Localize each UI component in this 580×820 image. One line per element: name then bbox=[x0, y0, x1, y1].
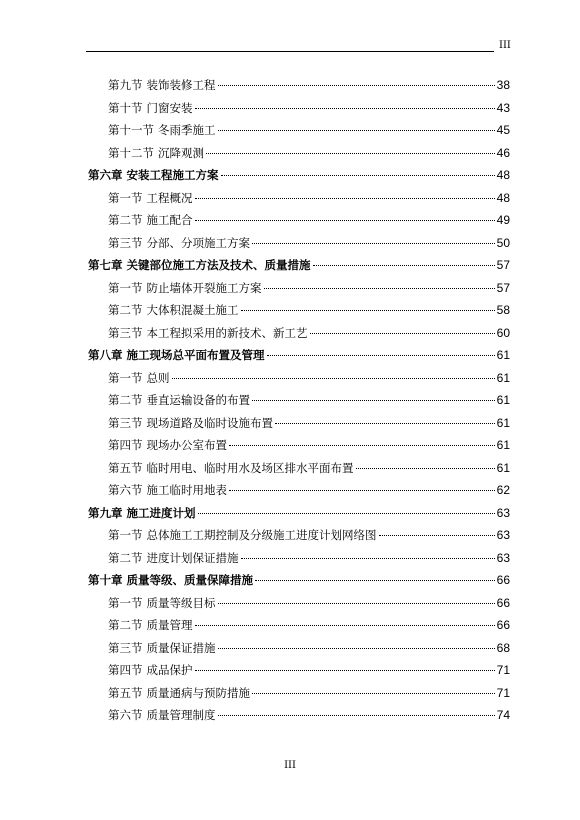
toc-entry-title: 门窗安装 bbox=[146, 100, 193, 115]
toc-entry-page: 63 bbox=[496, 528, 510, 542]
toc-dot-leader bbox=[218, 647, 495, 649]
toc-dot-leader bbox=[275, 422, 495, 424]
toc-entry-number: 第六章 bbox=[88, 168, 123, 182]
toc-entry-page: 61 bbox=[496, 348, 510, 362]
toc-entry-label bbox=[108, 547, 239, 570]
toc-entry-page: 66 bbox=[496, 618, 510, 632]
toc-dot-leader bbox=[252, 692, 495, 694]
toc-entry-title: 装饰装修工程 bbox=[146, 78, 216, 92]
toc-entry-title: 冬雨季施工 bbox=[158, 123, 216, 137]
toc-entry-label bbox=[108, 187, 193, 210]
toc-entry-page: 57 bbox=[496, 258, 510, 272]
toc-entry-title: 临时用电、临时用水及场区排水平面布置 bbox=[146, 460, 354, 475]
toc-dot-leader bbox=[195, 669, 495, 671]
toc-dot-leader bbox=[195, 197, 495, 199]
toc-dot-leader bbox=[313, 264, 495, 266]
toc-entry-title: 质量管理制度 bbox=[146, 708, 216, 722]
toc-entry-title: 现场办公室布置 bbox=[146, 438, 227, 452]
toc-section-entry[interactable] bbox=[88, 74, 510, 97]
toc-entry-label bbox=[108, 614, 193, 637]
toc-dot-leader bbox=[356, 467, 495, 469]
toc-entry-label bbox=[108, 209, 193, 232]
toc-entry-page: 60 bbox=[496, 325, 510, 340]
toc-entry-title: 现场道路及临时设施布置 bbox=[146, 415, 273, 430]
toc-entry-label bbox=[108, 389, 250, 412]
toc-section-entry[interactable] bbox=[88, 412, 510, 435]
toc-entry-label bbox=[108, 119, 216, 142]
toc-entry-title: 质量等级目标 bbox=[146, 595, 216, 610]
header-page-number: III bbox=[499, 40, 511, 51]
toc-entry-label bbox=[108, 479, 227, 502]
toc-entry-page: 57 bbox=[496, 280, 510, 295]
toc-entry-number: 第十节 bbox=[108, 100, 143, 115]
table-of-contents bbox=[88, 74, 510, 727]
toc-dot-leader bbox=[264, 287, 495, 289]
toc-dot-leader bbox=[206, 152, 495, 154]
toc-entry-title: 工程概况 bbox=[146, 190, 193, 205]
toc-entry-page: 68 bbox=[496, 640, 510, 655]
toc-entry-number: 第九章 bbox=[88, 505, 123, 520]
toc-dot-leader bbox=[252, 399, 495, 401]
toc-entry-label bbox=[88, 254, 311, 277]
toc-entry-number: 第二节 bbox=[108, 550, 143, 565]
toc-section-entry[interactable] bbox=[88, 299, 510, 322]
toc-entry-page: 63 bbox=[496, 550, 510, 565]
toc-entry-number: 第一节 bbox=[108, 528, 143, 542]
toc-entry-number: 第九节 bbox=[108, 78, 143, 92]
toc-section-entry[interactable] bbox=[88, 389, 510, 412]
toc-dot-leader bbox=[221, 174, 495, 176]
toc-entry-number: 第七章 bbox=[88, 258, 123, 272]
toc-entry-title: 分部、分项施工方案 bbox=[146, 235, 250, 250]
toc-entry-title: 沉降观测 bbox=[158, 145, 204, 160]
toc-section-entry[interactable] bbox=[88, 614, 510, 637]
toc-entry-page: 45 bbox=[496, 123, 510, 137]
toc-entry-number: 第三节 bbox=[108, 235, 143, 250]
toc-dot-leader bbox=[195, 107, 495, 109]
toc-dot-leader bbox=[255, 579, 495, 581]
toc-chapter-entry[interactable] bbox=[88, 569, 510, 592]
toc-entry-number: 第三节 bbox=[108, 640, 143, 655]
toc-entry-page: 62 bbox=[496, 483, 510, 497]
toc-entry-label bbox=[108, 682, 250, 705]
toc-entry-page: 61 bbox=[496, 370, 510, 385]
toc-chapter-entry[interactable] bbox=[88, 344, 510, 367]
toc-entry-title: 关键部位施工方法及技术、质量措施 bbox=[126, 258, 311, 272]
toc-entry-label bbox=[108, 457, 354, 480]
toc-entry-title: 施工现场总平面布置及管理 bbox=[126, 348, 265, 362]
toc-entry-label bbox=[108, 659, 193, 682]
toc-dot-leader bbox=[241, 309, 495, 311]
toc-entry-title: 防止墙体开裂施工方案 bbox=[146, 280, 262, 295]
toc-section-entry[interactable] bbox=[88, 277, 510, 300]
toc-entry-title: 质量等级、质量保障措施 bbox=[126, 573, 253, 587]
toc-entry-label bbox=[108, 97, 193, 120]
toc-entry-label bbox=[108, 74, 216, 97]
toc-dot-leader bbox=[241, 557, 495, 559]
toc-entry-page: 58 bbox=[496, 303, 510, 317]
toc-entry-page: 61 bbox=[496, 438, 510, 452]
toc-entry-page: 48 bbox=[496, 168, 510, 182]
toc-entry-number: 第三节 bbox=[108, 325, 143, 340]
toc-entry-label bbox=[108, 367, 170, 390]
toc-dot-leader bbox=[195, 624, 495, 626]
toc-section-entry[interactable] bbox=[88, 119, 510, 142]
toc-dot-leader bbox=[218, 602, 495, 604]
toc-entry-title: 本工程拟采用的新技术、新工艺 bbox=[146, 325, 308, 340]
toc-entry-page: 38 bbox=[496, 78, 510, 92]
toc-section-entry[interactable] bbox=[88, 142, 510, 165]
toc-entry-number: 第四节 bbox=[108, 438, 143, 452]
toc-entry-label bbox=[88, 502, 196, 525]
toc-entry-title: 施工进度计划 bbox=[126, 505, 196, 520]
toc-dot-leader bbox=[195, 219, 495, 221]
toc-entry-title: 安装工程施工方案 bbox=[126, 168, 219, 182]
toc-entry-title: 质量通病与预防措施 bbox=[146, 685, 250, 700]
toc-dot-leader bbox=[310, 332, 495, 334]
toc-entry-label bbox=[108, 704, 216, 727]
toc-entry-number: 第八章 bbox=[88, 348, 123, 362]
toc-entry-label bbox=[108, 637, 216, 660]
toc-section-entry[interactable] bbox=[88, 704, 510, 727]
toc-entry-number: 第五节 bbox=[108, 685, 143, 700]
toc-entry-number: 第二节 bbox=[108, 618, 143, 632]
toc-chapter-entry[interactable] bbox=[88, 164, 510, 187]
toc-entry-title: 总体施工工期控制及分级施工进度计划网络图 bbox=[146, 528, 377, 542]
toc-entry-number: 第二节 bbox=[108, 393, 143, 407]
toc-entry-page: 43 bbox=[496, 100, 510, 115]
toc-entry-number: 第六节 bbox=[108, 483, 143, 497]
toc-entry-label bbox=[108, 524, 377, 547]
toc-entry-title: 施工配合 bbox=[146, 213, 193, 227]
toc-dot-leader bbox=[172, 377, 495, 379]
toc-entry-label bbox=[108, 434, 227, 457]
toc-dot-leader bbox=[379, 534, 495, 536]
toc-entry-page: 49 bbox=[496, 213, 510, 227]
toc-entry-title: 施工临时用地表 bbox=[146, 483, 227, 497]
toc-section-entry[interactable] bbox=[88, 479, 510, 502]
toc-dot-leader bbox=[229, 444, 495, 446]
toc-section-entry[interactable] bbox=[88, 97, 510, 120]
toc-section-entry[interactable] bbox=[88, 547, 510, 570]
toc-section-entry[interactable] bbox=[88, 592, 510, 615]
toc-entry-number: 第二节 bbox=[108, 213, 143, 227]
toc-entry-title: 质量保证措施 bbox=[146, 640, 216, 655]
toc-dot-leader bbox=[218, 129, 495, 131]
toc-entry-number: 第一节 bbox=[108, 595, 143, 610]
toc-entry-number: 第一节 bbox=[108, 190, 143, 205]
toc-entry-number: 第二节 bbox=[108, 303, 143, 317]
toc-section-entry[interactable] bbox=[88, 232, 510, 255]
toc-entry-label bbox=[88, 344, 265, 367]
toc-entry-number: 第一节 bbox=[108, 280, 143, 295]
toc-section-entry[interactable] bbox=[88, 434, 510, 457]
toc-entry-page: 61 bbox=[496, 393, 510, 407]
toc-entry-page: 71 bbox=[496, 685, 510, 700]
toc-entry-number: 第十二节 bbox=[108, 145, 154, 160]
toc-entry-page: 71 bbox=[496, 663, 510, 677]
toc-section-entry[interactable] bbox=[88, 637, 510, 660]
toc-entry-page: 63 bbox=[496, 505, 510, 520]
toc-dot-leader bbox=[198, 512, 495, 514]
toc-dot-leader bbox=[218, 84, 495, 86]
toc-entry-page: 61 bbox=[496, 460, 510, 475]
toc-entry-title: 垂直运输设备的布置 bbox=[146, 393, 250, 407]
toc-entry-label bbox=[88, 569, 253, 592]
toc-entry-title: 总则 bbox=[146, 370, 170, 385]
toc-entry-number: 第十章 bbox=[88, 573, 123, 587]
toc-entry-page: 61 bbox=[496, 415, 510, 430]
toc-entry-title: 质量管理 bbox=[146, 618, 193, 632]
toc-entry-page: 48 bbox=[496, 190, 510, 205]
toc-entry-title: 进度计划保证措施 bbox=[146, 550, 239, 565]
toc-section-entry[interactable] bbox=[88, 682, 510, 705]
toc-entry-label bbox=[108, 232, 250, 255]
toc-entry-number: 第五节 bbox=[108, 460, 143, 475]
toc-entry-page: 50 bbox=[496, 235, 510, 250]
toc-entry-label bbox=[108, 412, 273, 435]
toc-section-entry[interactable] bbox=[88, 659, 510, 682]
toc-entry-label bbox=[108, 322, 308, 345]
toc-entry-number: 第六节 bbox=[108, 708, 143, 722]
toc-section-entry[interactable] bbox=[88, 367, 510, 390]
toc-entry-label bbox=[108, 277, 262, 300]
toc-entry-page: 74 bbox=[496, 708, 510, 722]
toc-entry-page: 66 bbox=[496, 595, 510, 610]
toc-entry-title: 大体积混凝土施工 bbox=[146, 303, 239, 317]
toc-chapter-entry[interactable] bbox=[88, 502, 510, 525]
toc-dot-leader bbox=[267, 354, 495, 356]
toc-dot-leader bbox=[252, 242, 495, 244]
toc-section-entry[interactable] bbox=[88, 209, 510, 232]
footer-page-number: III bbox=[284, 760, 296, 771]
toc-entry-title: 成品保护 bbox=[146, 663, 193, 677]
toc-section-entry[interactable] bbox=[88, 457, 510, 480]
toc-chapter-entry[interactable] bbox=[88, 254, 510, 277]
toc-entry-label bbox=[88, 164, 219, 187]
toc-entry-page: 66 bbox=[496, 573, 510, 587]
toc-entry-number: 第十一节 bbox=[108, 123, 154, 137]
toc-entry-label bbox=[108, 592, 216, 615]
header-rule bbox=[86, 51, 494, 52]
toc-entry-label bbox=[108, 142, 204, 165]
toc-entry-number: 第四节 bbox=[108, 663, 143, 677]
toc-section-entry[interactable] bbox=[88, 524, 510, 547]
toc-entry-number: 第三节 bbox=[108, 415, 143, 430]
toc-entry-number: 第一节 bbox=[108, 370, 143, 385]
toc-section-entry[interactable] bbox=[88, 187, 510, 210]
toc-entry-label bbox=[108, 299, 239, 322]
toc-dot-leader bbox=[218, 714, 495, 716]
toc-dot-leader bbox=[229, 489, 495, 491]
toc-section-entry[interactable] bbox=[88, 322, 510, 345]
toc-entry-page: 46 bbox=[496, 145, 510, 160]
